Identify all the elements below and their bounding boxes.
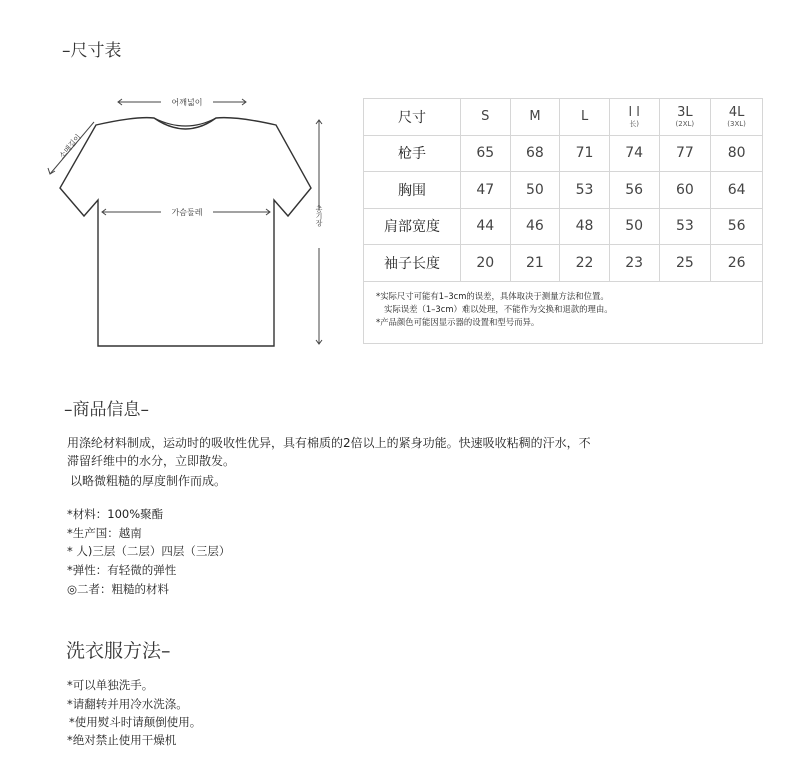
wash-instruction: *绝对禁止使用干燥机 xyxy=(67,733,177,747)
wash-instruction: *可以单独洗手。 xyxy=(67,678,154,692)
table-cell: 46 xyxy=(510,208,560,245)
table-cell: 68 xyxy=(510,135,560,172)
table-cell: 65 xyxy=(461,135,511,172)
wash-instruction: *使用熨斗时请颠倒使用。 xyxy=(69,715,202,729)
tshirt-outline xyxy=(60,118,311,346)
table-cell: 77 xyxy=(659,135,711,172)
table-cell: 50 xyxy=(510,172,560,209)
spec-item: *材料：100%聚酯 xyxy=(67,507,164,521)
size-note: *产品颜色可能因显示器的设置和型号而异。 xyxy=(376,317,540,327)
size-note: *实际尺寸可能有1–3cm的误差，具体取决于测量方法和位置。 xyxy=(376,291,609,301)
table-row xyxy=(364,172,763,209)
spec-item: *生产国：越南 xyxy=(67,526,142,540)
tshirt-measurement-diagram xyxy=(36,88,336,350)
spec-item: * 人)三层（二层）四层（三层） xyxy=(67,544,231,558)
table-cell: 80 xyxy=(711,135,763,172)
table-cell: 26 xyxy=(711,245,763,282)
table-cell: 44 xyxy=(461,208,511,245)
size-header-cell: M xyxy=(510,99,560,136)
product-info-title: –商品信息– xyxy=(64,400,149,420)
spec-item: *弹性：有轻微的弹性 xyxy=(67,563,177,577)
row-label: 袖子长度 xyxy=(364,245,461,282)
shoulder-width-label: 어깨넓이 xyxy=(171,98,203,107)
table-cell: 56 xyxy=(609,172,659,209)
total-length-label: 총기장 xyxy=(315,205,323,227)
size-notes xyxy=(363,282,763,344)
row-label: 枪手 xyxy=(364,135,461,172)
table-row xyxy=(364,208,763,245)
chest-width-label: 가슴둘레 xyxy=(171,208,203,217)
table-cell: 56 xyxy=(711,208,763,245)
wash-instruction: *请翻转并用冷水洗涤。 xyxy=(67,697,188,711)
size-note: 实际误差（1–3cm）难以处理，不能作为交换和退款的理由。 xyxy=(384,304,613,314)
table-cell: 20 xyxy=(461,245,511,282)
table-cell: 60 xyxy=(659,172,711,209)
washing-method-title: 洗衣服方法– xyxy=(66,640,171,662)
table-cell: 23 xyxy=(609,245,659,282)
table-cell: 22 xyxy=(560,245,610,282)
table-cell: 50 xyxy=(609,208,659,245)
product-description-line: 滞留纤维中的水分，立即散发。 xyxy=(67,454,236,468)
row-label: 肩部宽度 xyxy=(364,208,461,245)
table-row xyxy=(364,245,763,282)
size-header-cell: 3L (2XL) xyxy=(659,99,711,136)
table-cell: 47 xyxy=(461,172,511,209)
table-row xyxy=(364,135,763,172)
size-header-row xyxy=(364,99,763,136)
table-cell: 64 xyxy=(711,172,763,209)
size-header-cell: L xyxy=(560,99,610,136)
sleeve-length-label: 소매길이 xyxy=(57,132,83,161)
size-header-cell: S xyxy=(461,99,511,136)
product-description-line: 以略微粗糙的厚度制作而成。 xyxy=(70,474,227,488)
table-cell: 48 xyxy=(560,208,610,245)
table-cell: 53 xyxy=(659,208,711,245)
size-chart-title: –尺寸表 xyxy=(62,41,122,61)
size-header-cell: l l 长) xyxy=(609,99,659,136)
spec-item: ◎二者：粗糙的材料 xyxy=(67,582,170,596)
table-cell: 21 xyxy=(510,245,560,282)
size-table xyxy=(363,98,763,282)
row-label: 胸围 xyxy=(364,172,461,209)
size-header-cell: 4L (3XL) xyxy=(711,99,763,136)
table-cell: 71 xyxy=(560,135,610,172)
table-cell: 74 xyxy=(609,135,659,172)
size-header-label: 尺寸 xyxy=(364,99,461,136)
product-description-line: 用涤纶材料制成，运动时的吸收性优异，具有棉质的2倍以上的紧身功能。快速吸收粘稠的汗水，不 xyxy=(67,436,591,450)
table-cell: 53 xyxy=(560,172,610,209)
table-cell: 25 xyxy=(659,245,711,282)
